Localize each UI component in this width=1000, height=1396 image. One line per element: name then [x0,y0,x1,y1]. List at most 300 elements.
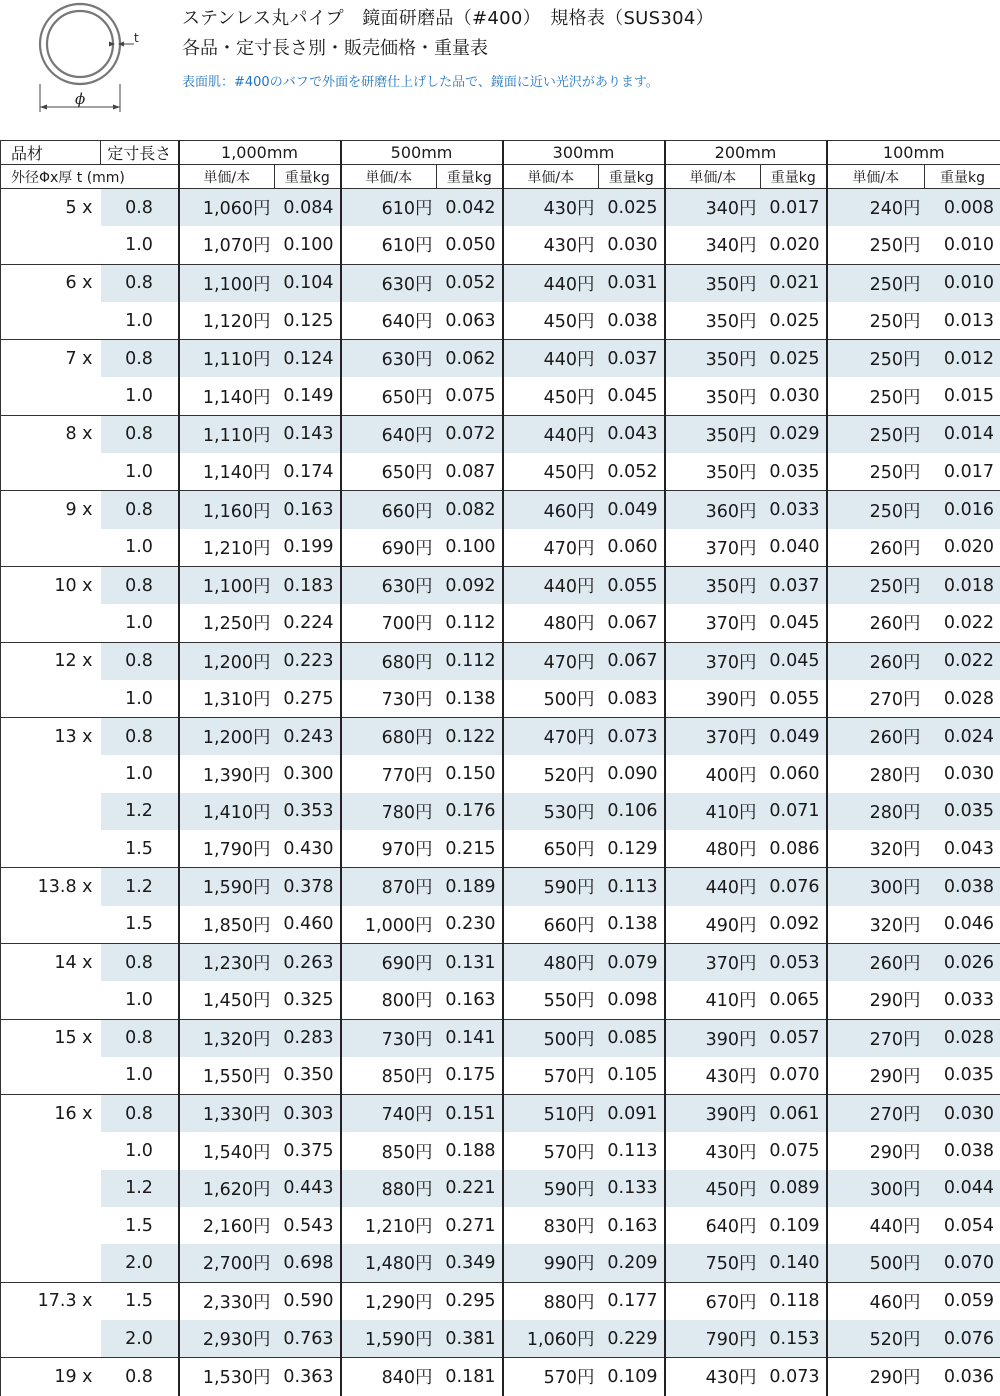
unit-price-cell: 350円 [665,302,761,340]
thickness-cell: 0.8 [101,1358,179,1396]
weight-cell: 0.378 [275,868,341,906]
unit-price-cell: 630円 [341,566,437,604]
weight-cell: 0.118 [761,1282,827,1320]
thickness-cell: 1.0 [101,604,179,642]
unit-price-cell: 1,540円 [179,1132,275,1169]
unit-price-cell: 410円 [665,793,761,830]
unit-price-cell: 250円 [827,264,925,302]
unit-price-cell: 1,060円 [179,189,275,227]
unit-price-cell: 500円 [503,680,599,718]
table-body [1,189,1000,1396]
table-row [1,1132,1000,1169]
table-row [1,604,1000,642]
unit-price-cell: 690円 [341,529,437,567]
unit-price-cell: 520円 [827,1320,925,1358]
thickness-cell: 0.8 [101,1095,179,1133]
unit-price-cell: 2,160円 [179,1207,275,1244]
unit-price-cell: 640円 [665,1207,761,1244]
table-row [1,264,1000,302]
unit-price-cell: 460円 [503,491,599,529]
unit-price-cell: 700円 [341,604,437,642]
weight-cell: 0.215 [437,830,503,868]
weight-cell: 0.113 [599,868,665,906]
unit-price-cell: 460円 [827,1282,925,1320]
weight-cell: 0.125 [275,302,341,340]
weight-cell: 0.076 [925,1320,1000,1358]
weight-cell: 0.057 [761,1019,827,1057]
diameter-label: ϕ [75,90,85,108]
unit-price-cell: 450円 [503,453,599,491]
weight-cell: 0.363 [275,1358,341,1396]
weight-cell: 0.124 [275,340,341,378]
unit-price-cell: 390円 [665,680,761,718]
weight-cell: 0.059 [925,1282,1000,1320]
weight-cell: 0.044 [925,1170,1000,1207]
unit-price-cell: 270円 [827,680,925,718]
unit-price-cell: 520円 [503,755,599,792]
unit-price-cell: 1,200円 [179,642,275,680]
header-fixed-length: 定寸長さ [101,141,179,165]
header-unit-price: 単価/本 [827,165,925,189]
unit-price-cell: 1,110円 [179,340,275,378]
unit-price-cell: 1,530円 [179,1358,275,1396]
unit-price-cell: 680円 [341,642,437,680]
unit-price-cell: 360円 [665,491,761,529]
weight-cell: 0.052 [599,453,665,491]
unit-price-cell: 350円 [665,453,761,491]
weight-cell: 0.092 [437,566,503,604]
weight-cell: 0.112 [437,642,503,680]
header-unit-price: 単価/本 [341,165,437,189]
unit-price-cell: 1,100円 [179,566,275,604]
outer-diameter-cell: 8 x [1,415,101,453]
weight-cell: 0.049 [599,491,665,529]
outer-diameter-cell: 16 x [1,1095,101,1133]
weight-cell: 0.133 [599,1170,665,1207]
weight-cell: 0.090 [599,755,665,792]
thickness-cell: 1.0 [101,453,179,491]
weight-cell: 0.052 [437,264,503,302]
table-row [1,415,1000,453]
weight-cell: 0.010 [925,264,1000,302]
weight-cell: 0.151 [437,1095,503,1133]
unit-price-cell: 1,480円 [341,1244,437,1282]
table-row [1,1282,1000,1320]
weight-cell: 0.020 [925,529,1000,567]
thickness-cell: 1.2 [101,868,179,906]
unit-price-cell: 450円 [503,302,599,340]
table-row [1,868,1000,906]
weight-cell: 0.055 [599,566,665,604]
weight-cell: 0.141 [437,1019,503,1057]
page-subtitle: 各品・定寸長さ別・販売価格・重量表 [182,34,488,60]
header-length-100: 100mm [827,141,1000,165]
unit-price-cell: 440円 [503,566,599,604]
weight-cell: 0.698 [275,1244,341,1282]
weight-cell: 0.021 [761,264,827,302]
table-row [1,981,1000,1019]
unit-price-cell: 640円 [341,302,437,340]
weight-cell: 0.229 [599,1320,665,1358]
unit-price-cell: 440円 [665,868,761,906]
unit-price-cell: 680円 [341,718,437,756]
table-row [1,793,1000,830]
outer-diameter-cell [1,1057,101,1095]
unit-price-cell: 1,550円 [179,1057,275,1095]
outer-diameter-cell [1,453,101,491]
unit-price-cell: 470円 [503,718,599,756]
weight-cell: 0.295 [437,1282,503,1320]
unit-price-cell: 750円 [665,1244,761,1282]
unit-price-cell: 390円 [665,1019,761,1057]
weight-cell: 0.030 [925,755,1000,792]
outer-diameter-cell: 15 x [1,1019,101,1057]
weight-cell: 0.089 [761,1170,827,1207]
thickness-label: t [134,31,139,45]
unit-price-cell: 990円 [503,1244,599,1282]
unit-price-cell: 470円 [503,642,599,680]
unit-price-cell: 350円 [665,377,761,415]
unit-price-cell: 240円 [827,189,925,227]
thickness-cell: 1.5 [101,830,179,868]
thickness-cell: 0.8 [101,340,179,378]
unit-price-cell: 660円 [341,491,437,529]
weight-cell: 0.072 [437,415,503,453]
unit-price-cell: 1,200円 [179,718,275,756]
page-header [0,0,1000,135]
unit-price-cell: 500円 [503,1019,599,1057]
thickness-cell: 1.0 [101,377,179,415]
weight-cell: 0.073 [599,718,665,756]
weight-cell: 0.209 [599,1244,665,1282]
weight-cell: 0.375 [275,1132,341,1169]
header-weight: 重量kg [761,165,827,189]
unit-price-cell: 610円 [341,189,437,227]
outer-diameter-cell [1,226,101,264]
weight-cell: 0.189 [437,868,503,906]
weight-cell: 0.065 [761,981,827,1019]
weight-cell: 0.349 [437,1244,503,1282]
weight-cell: 0.029 [761,415,827,453]
thickness-cell: 1.0 [101,755,179,792]
weight-cell: 0.091 [599,1095,665,1133]
unit-price-cell: 1,060円 [503,1320,599,1358]
unit-price-cell: 630円 [341,340,437,378]
pipe-cross-section-diagram [30,0,160,120]
unit-price-cell: 350円 [665,264,761,302]
weight-cell: 0.038 [925,1132,1000,1169]
weight-cell: 0.381 [437,1320,503,1358]
weight-cell: 0.037 [761,566,827,604]
thickness-cell: 1.0 [101,680,179,718]
table-row [1,755,1000,792]
header-weight: 重量kg [275,165,341,189]
unit-price-cell: 730円 [341,1019,437,1057]
thickness-cell: 1.0 [101,1132,179,1169]
weight-cell: 0.112 [437,604,503,642]
weight-cell: 0.018 [925,566,1000,604]
unit-price-cell: 480円 [503,943,599,981]
weight-cell: 0.070 [761,1057,827,1095]
unit-price-cell: 290円 [827,1132,925,1169]
outer-diameter-cell: 13 x [1,718,101,756]
weight-cell: 0.061 [761,1095,827,1133]
weight-cell: 0.223 [275,642,341,680]
outer-diameter-cell: 6 x [1,264,101,302]
weight-cell: 0.016 [925,491,1000,529]
weight-cell: 0.129 [599,830,665,868]
unit-price-cell: 850円 [341,1132,437,1169]
weight-cell: 0.024 [925,718,1000,756]
thickness-cell: 0.8 [101,415,179,453]
unit-price-cell: 770円 [341,755,437,792]
thickness-cell: 0.8 [101,189,179,227]
weight-cell: 0.031 [599,264,665,302]
weight-cell: 0.113 [599,1132,665,1169]
weight-cell: 0.082 [437,491,503,529]
weight-cell: 0.131 [437,943,503,981]
table-row [1,1244,1000,1282]
weight-cell: 0.045 [599,377,665,415]
unit-price-cell: 1,160円 [179,491,275,529]
weight-cell: 0.106 [599,793,665,830]
unit-price-cell: 740円 [341,1095,437,1133]
weight-cell: 0.071 [761,793,827,830]
table-row [1,226,1000,264]
weight-cell: 0.143 [275,415,341,453]
unit-price-cell: 1,250円 [179,604,275,642]
table-row [1,1095,1000,1133]
unit-price-cell: 250円 [827,491,925,529]
header-weight: 重量kg [437,165,503,189]
weight-cell: 0.140 [761,1244,827,1282]
unit-price-cell: 260円 [827,642,925,680]
weight-cell: 0.060 [599,529,665,567]
weight-cell: 0.243 [275,718,341,756]
weight-cell: 0.543 [275,1207,341,1244]
weight-cell: 0.067 [599,604,665,642]
outer-diameter-cell [1,302,101,340]
unit-price-cell: 250円 [827,302,925,340]
unit-price-cell: 260円 [827,718,925,756]
unit-price-cell: 450円 [503,377,599,415]
outer-diameter-cell [1,529,101,567]
unit-price-cell: 1,590円 [341,1320,437,1358]
weight-cell: 0.085 [599,1019,665,1057]
weight-cell: 0.087 [437,453,503,491]
unit-price-cell: 400円 [665,755,761,792]
weight-cell: 0.353 [275,793,341,830]
weight-cell: 0.083 [599,680,665,718]
unit-price-cell: 650円 [341,377,437,415]
unit-price-cell: 370円 [665,642,761,680]
table-row [1,340,1000,378]
weight-cell: 0.033 [925,981,1000,1019]
outer-diameter-cell: 14 x [1,943,101,981]
unit-price-cell: 840円 [341,1358,437,1396]
weight-cell: 0.012 [925,340,1000,378]
table-row [1,1170,1000,1207]
weight-cell: 0.030 [599,226,665,264]
unit-price-cell: 260円 [827,943,925,981]
header-weight: 重量kg [925,165,1000,189]
thickness-cell: 0.8 [101,943,179,981]
unit-price-cell: 250円 [827,415,925,453]
header-unit-price: 単価/本 [665,165,761,189]
table-row [1,1358,1000,1396]
unit-price-cell: 650円 [341,453,437,491]
weight-cell: 0.153 [761,1320,827,1358]
weight-cell: 0.138 [437,680,503,718]
unit-price-cell: 1,310円 [179,680,275,718]
unit-price-cell: 350円 [665,340,761,378]
weight-cell: 0.443 [275,1170,341,1207]
unit-price-cell: 450円 [665,1170,761,1207]
weight-cell: 0.460 [275,906,341,944]
unit-price-cell: 850円 [341,1057,437,1095]
weight-cell: 0.271 [437,1207,503,1244]
unit-price-cell: 1,590円 [179,868,275,906]
weight-cell: 0.086 [761,830,827,868]
unit-price-cell: 1,120円 [179,302,275,340]
weight-cell: 0.163 [275,491,341,529]
unit-price-cell: 370円 [665,943,761,981]
unit-price-cell: 300円 [827,868,925,906]
unit-price-cell: 690円 [341,943,437,981]
weight-cell: 0.138 [599,906,665,944]
weight-cell: 0.199 [275,529,341,567]
outer-diameter-cell: 9 x [1,491,101,529]
weight-cell: 0.122 [437,718,503,756]
header-unit-price: 単価/本 [503,165,599,189]
unit-price-cell: 320円 [827,830,925,868]
table-row [1,377,1000,415]
unit-price-cell: 1,850円 [179,906,275,944]
weight-cell: 0.430 [275,830,341,868]
weight-cell: 0.038 [599,302,665,340]
unit-price-cell: 250円 [827,566,925,604]
weight-cell: 0.075 [761,1132,827,1169]
weight-cell: 0.040 [761,529,827,567]
outer-diameter-cell [1,1170,101,1207]
table-row [1,453,1000,491]
weight-cell: 0.109 [599,1358,665,1396]
table-row [1,718,1000,756]
weight-cell: 0.022 [925,642,1000,680]
thickness-cell: 1.5 [101,1282,179,1320]
thickness-cell: 1.5 [101,1207,179,1244]
weight-cell: 0.050 [437,226,503,264]
unit-price-cell: 250円 [827,377,925,415]
unit-price-cell: 1,000円 [341,906,437,944]
outer-diameter-cell: 13.8 x [1,868,101,906]
weight-cell: 0.076 [761,868,827,906]
unit-price-cell: 670円 [665,1282,761,1320]
weight-cell: 0.176 [437,793,503,830]
thickness-cell: 1.0 [101,529,179,567]
unit-price-cell: 430円 [503,189,599,227]
unit-price-cell: 300円 [827,1170,925,1207]
weight-cell: 0.010 [925,226,1000,264]
unit-price-cell: 880円 [341,1170,437,1207]
unit-price-cell: 270円 [827,1019,925,1057]
weight-cell: 0.067 [599,642,665,680]
table-row [1,566,1000,604]
outer-diameter-cell [1,906,101,944]
thickness-cell: 0.8 [101,264,179,302]
header-dimension: 外径Φx厚 t (mm) [1,165,179,189]
unit-price-cell: 610円 [341,226,437,264]
weight-cell: 0.263 [275,943,341,981]
unit-price-cell: 2,930円 [179,1320,275,1358]
weight-cell: 0.163 [599,1207,665,1244]
table-row [1,1057,1000,1095]
unit-price-cell: 280円 [827,755,925,792]
thickness-cell: 2.0 [101,1320,179,1358]
weight-cell: 0.020 [761,226,827,264]
outer-diameter-cell [1,793,101,830]
unit-price-cell: 800円 [341,981,437,1019]
outer-diameter-cell [1,1132,101,1169]
unit-price-cell: 370円 [665,529,761,567]
unit-price-cell: 1,140円 [179,453,275,491]
weight-cell: 0.224 [275,604,341,642]
unit-price-cell: 410円 [665,981,761,1019]
outer-diameter-cell [1,1207,101,1244]
unit-price-cell: 250円 [827,226,925,264]
unit-price-cell: 530円 [503,793,599,830]
unit-price-cell: 260円 [827,604,925,642]
thickness-cell: 1.5 [101,906,179,944]
unit-price-cell: 250円 [827,340,925,378]
weight-cell: 0.105 [599,1057,665,1095]
weight-cell: 0.035 [761,453,827,491]
outer-diameter-cell [1,377,101,415]
unit-price-cell: 970円 [341,830,437,868]
unit-price-cell: 1,140円 [179,377,275,415]
unit-price-cell: 1,210円 [341,1207,437,1244]
thickness-cell: 0.8 [101,566,179,604]
weight-cell: 0.590 [275,1282,341,1320]
weight-cell: 0.109 [761,1207,827,1244]
unit-price-cell: 880円 [503,1282,599,1320]
unit-price-cell: 440円 [503,264,599,302]
table-row [1,1207,1000,1244]
weight-cell: 0.098 [599,981,665,1019]
outer-diameter-cell: 19 x [1,1358,101,1396]
weight-cell: 0.030 [761,377,827,415]
unit-price-cell: 430円 [665,1132,761,1169]
unit-price-cell: 440円 [503,415,599,453]
weight-cell: 0.036 [925,1358,1000,1396]
unit-price-cell: 1,100円 [179,264,275,302]
table-row [1,943,1000,981]
weight-cell: 0.017 [761,189,827,227]
unit-price-cell: 650円 [503,830,599,868]
thickness-cell: 1.0 [101,1057,179,1095]
unit-price-cell: 550円 [503,981,599,1019]
outer-diameter-cell [1,981,101,1019]
unit-price-cell: 780円 [341,793,437,830]
header-length-300: 300mm [503,141,665,165]
unit-price-cell: 290円 [827,1358,925,1396]
unit-price-cell: 340円 [665,226,761,264]
unit-price-cell: 570円 [503,1358,599,1396]
weight-cell: 0.035 [925,1057,1000,1095]
weight-cell: 0.046 [925,906,1000,944]
weight-cell: 0.075 [437,377,503,415]
thickness-cell: 1.0 [101,981,179,1019]
